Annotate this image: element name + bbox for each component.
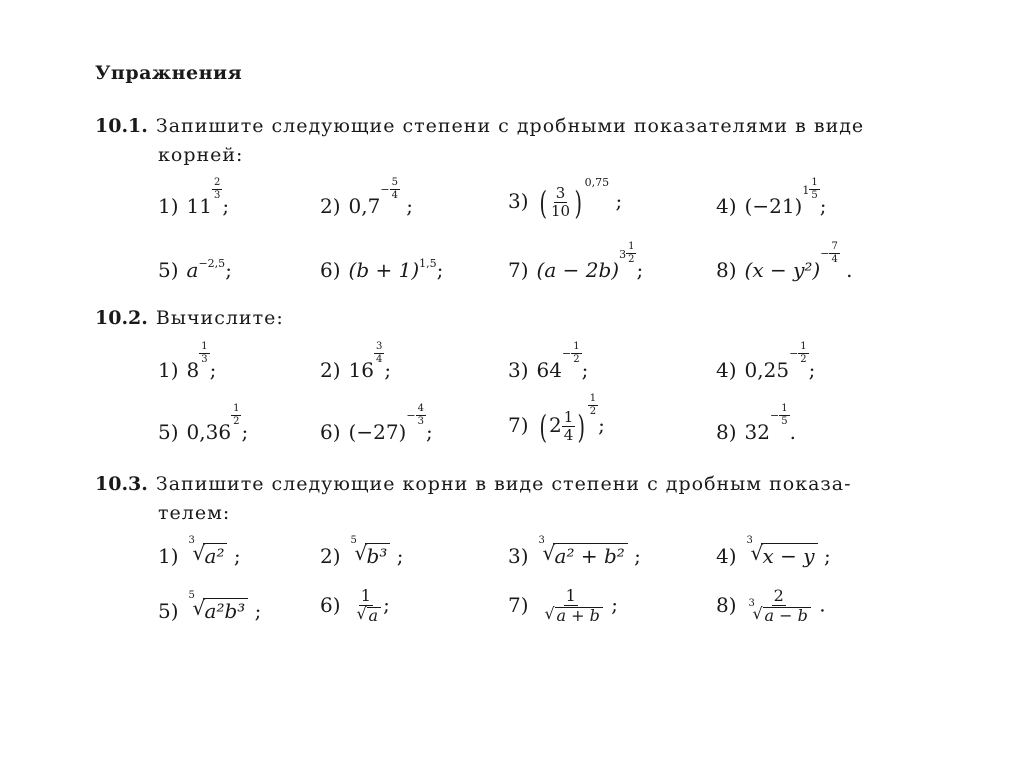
ex2-item-8	[716, 403, 796, 445]
ex3-item-3	[508, 535, 641, 568]
exp-denominator: 4	[391, 190, 398, 201]
exercise-10-1-heading	[95, 112, 925, 170]
denominator: 10	[551, 202, 571, 220]
radical: √ a + b	[539, 607, 603, 624]
punct: .	[846, 258, 853, 282]
mixed-denominator: 4	[563, 426, 574, 444]
radicand: b³	[365, 543, 391, 568]
punct: ;	[581, 358, 589, 382]
punct: ;	[233, 544, 241, 568]
punct: ;	[634, 544, 641, 568]
punct: ;	[598, 413, 605, 437]
exercise-text: Запишите следующие степени с дробными показателями в виде	[155, 115, 865, 137]
item-label: 5)	[158, 420, 179, 444]
item-label: 8)	[716, 420, 737, 444]
ex2-item-3	[508, 341, 589, 383]
exp-denominator: 2	[233, 416, 240, 427]
punct: ;	[615, 189, 623, 213]
numerator: 2	[773, 586, 784, 605]
radicand: x − y	[761, 543, 818, 568]
base: 0,36	[186, 420, 232, 444]
base: (−21)	[744, 194, 803, 218]
item-label: 5)	[158, 258, 179, 282]
exercise-10-2-heading	[95, 304, 925, 333]
base: (a − 2b)	[536, 258, 620, 282]
section-title: Упражнения	[95, 62, 243, 84]
punct: ;	[384, 358, 392, 382]
base: 64	[536, 358, 562, 382]
exp-numerator: 1	[628, 241, 635, 252]
exp-numerator: 2	[213, 177, 221, 188]
numerator: 1	[565, 586, 576, 605]
exp-numerator: 1	[233, 403, 240, 414]
base: (−27)	[348, 420, 407, 444]
exp-denominator: 2	[628, 254, 635, 265]
base: 8	[186, 358, 200, 382]
ex2-item-7: 7) ( 2 $\frac{1}{4}$ ) $\frac{1}{2}$ ;	[508, 393, 605, 446]
exp-denominator: 2	[800, 354, 807, 365]
ex1-item-5	[158, 258, 232, 282]
exp-numerator: 3	[375, 341, 383, 352]
item-label: 2)	[320, 544, 341, 568]
base: 0,25	[744, 358, 790, 382]
base: (b + 1)	[348, 258, 420, 282]
exp-sign: −	[769, 409, 780, 422]
punct: ;	[209, 358, 217, 382]
exp-numerator: 5	[391, 177, 398, 188]
radicand: a	[367, 607, 382, 624]
item-label: 8)	[716, 592, 737, 617]
punct: ;	[808, 358, 816, 382]
exp-denominator: 3	[417, 416, 424, 427]
radicand: a − b	[763, 607, 811, 624]
exp-whole: 1	[802, 184, 810, 197]
exp-sign: −	[820, 247, 830, 260]
punct: .	[819, 592, 826, 617]
item-label: 6)	[320, 592, 341, 617]
root-index: 3	[746, 535, 753, 546]
ex1-item-2	[320, 177, 414, 219]
item-label: 4)	[716, 544, 737, 568]
root-index: 3	[188, 535, 195, 546]
radicand: a + b	[555, 607, 603, 624]
base: 11	[186, 194, 212, 218]
exponent: 1,5	[419, 257, 437, 271]
punct: ;	[225, 258, 232, 282]
item-label: 7)	[508, 413, 529, 437]
exp-numerator: 1	[201, 341, 208, 352]
exponent: −2,5	[198, 257, 226, 271]
ex2-item-2	[320, 341, 392, 383]
exp-sign: −	[406, 409, 416, 422]
exp-denominator: 2	[589, 406, 597, 417]
punct: ;	[425, 420, 433, 444]
exp-denominator: 4	[375, 354, 383, 365]
punct: ;	[254, 599, 262, 623]
base: (x − y²)	[744, 258, 821, 282]
punct: ;	[222, 194, 230, 218]
item-label: 3)	[508, 544, 529, 568]
radical: 3 √ x − y	[745, 543, 818, 568]
radical: 3 √ a − b	[747, 607, 811, 624]
ex2-item-6	[320, 403, 433, 445]
item-label: 5)	[158, 599, 179, 623]
punct: ;	[241, 420, 249, 444]
item-label: 1)	[158, 358, 179, 382]
item-label: 6)	[320, 258, 341, 282]
ex1-item-7	[508, 241, 644, 283]
root-index: 3	[748, 598, 755, 609]
punct: ;	[436, 258, 444, 282]
exercise-text: Вычислите:	[155, 307, 284, 329]
exp-numerator: 1	[811, 177, 818, 188]
base: a	[186, 258, 199, 282]
item-label: 1)	[158, 544, 179, 568]
item-label: 7)	[508, 592, 529, 617]
exp-denominator: 5	[811, 190, 818, 201]
radicand: a²b³	[203, 598, 249, 623]
exp-whole: 3	[619, 248, 627, 261]
item-label: 7)	[508, 258, 529, 282]
ex3-item-5	[158, 590, 262, 623]
ex1-item-3: 3) ( $\frac{3}{10}$ )0,75 ;	[508, 176, 623, 222]
item-label: 8)	[716, 258, 737, 282]
exp-numerator: 7	[831, 241, 838, 252]
radical: 5 √ b³	[349, 543, 391, 568]
exercise-number: 10.3.	[95, 473, 148, 495]
exercise-number: 10.1.	[95, 115, 148, 137]
item-label: 3)	[508, 358, 529, 382]
radicand: a² + b²	[553, 543, 628, 568]
exp-numerator: 4	[417, 403, 424, 414]
exp-numerator: 1	[589, 393, 597, 404]
exercise-number: 10.2.	[95, 307, 148, 329]
ex1-item-4	[716, 177, 827, 219]
exp-denominator: 4	[831, 254, 838, 265]
exp-sign: −	[789, 347, 799, 360]
item-label: 1)	[158, 194, 179, 218]
ex3-item-1	[158, 535, 241, 568]
ex3-item-4	[716, 535, 831, 568]
exp-sign: −	[380, 183, 390, 196]
item-label: 2)	[320, 358, 341, 382]
ex1-item-8	[716, 241, 853, 283]
exercise-text: Запишите следующие корни в виде степени с дробным показа-	[155, 473, 852, 495]
root-index: 3	[538, 535, 545, 546]
ex3-item-2	[320, 535, 404, 568]
ex1-item-6	[320, 258, 443, 282]
radical: 5 √ a²b³	[187, 598, 249, 623]
base: 0,7	[348, 194, 381, 218]
ex3-item-7	[508, 588, 618, 624]
punct: ;	[819, 194, 827, 218]
item-label: 4)	[716, 358, 737, 382]
item-label: 4)	[716, 194, 737, 218]
exp-sign: −	[561, 347, 572, 360]
exercise-text-cont: телем:	[158, 502, 231, 524]
item-label: 2)	[320, 194, 341, 218]
punct: ;	[636, 258, 644, 282]
ex2-item-4	[716, 341, 816, 383]
ex2-item-1	[158, 341, 217, 383]
exp-numerator: 1	[781, 403, 788, 414]
punct: ;	[396, 544, 404, 568]
ex1-item-1	[158, 177, 230, 219]
exp-denominator: 3	[213, 190, 221, 201]
punct: ;	[406, 194, 414, 218]
punct: .	[789, 420, 796, 444]
mixed-numerator: 1	[563, 408, 574, 426]
exp-numerator: 1	[800, 341, 807, 352]
exp-numerator: 1	[573, 341, 580, 352]
item-label: 6)	[320, 420, 341, 444]
ex3-item-6	[320, 588, 390, 624]
radicand: a²	[203, 543, 228, 568]
exponent: 0,75	[584, 176, 610, 189]
base: 32	[744, 420, 770, 444]
root-index: 5	[188, 590, 195, 601]
exp-denominator: 3	[201, 354, 208, 365]
exp-denominator: 2	[573, 354, 580, 365]
mixed-whole: 2	[549, 413, 562, 437]
punct: ;	[611, 592, 618, 617]
radical: 3 √ a² + b²	[537, 543, 628, 568]
exercise-text-cont: корней:	[158, 144, 244, 166]
exp-denominator: 5	[781, 416, 788, 427]
ex2-item-5	[158, 403, 249, 445]
ex3-item-8	[716, 588, 826, 624]
radical: 3 √ a²	[187, 543, 228, 568]
base: 16	[348, 358, 374, 382]
exercise-10-3-heading	[95, 470, 925, 528]
root-index: 5	[350, 535, 357, 546]
numerator: 3	[555, 184, 566, 202]
punct: ;	[823, 544, 831, 568]
item-label: 3)	[508, 189, 529, 213]
punct: ;	[383, 592, 390, 617]
numerator: 1	[360, 586, 371, 605]
radical: √ a	[351, 607, 382, 624]
